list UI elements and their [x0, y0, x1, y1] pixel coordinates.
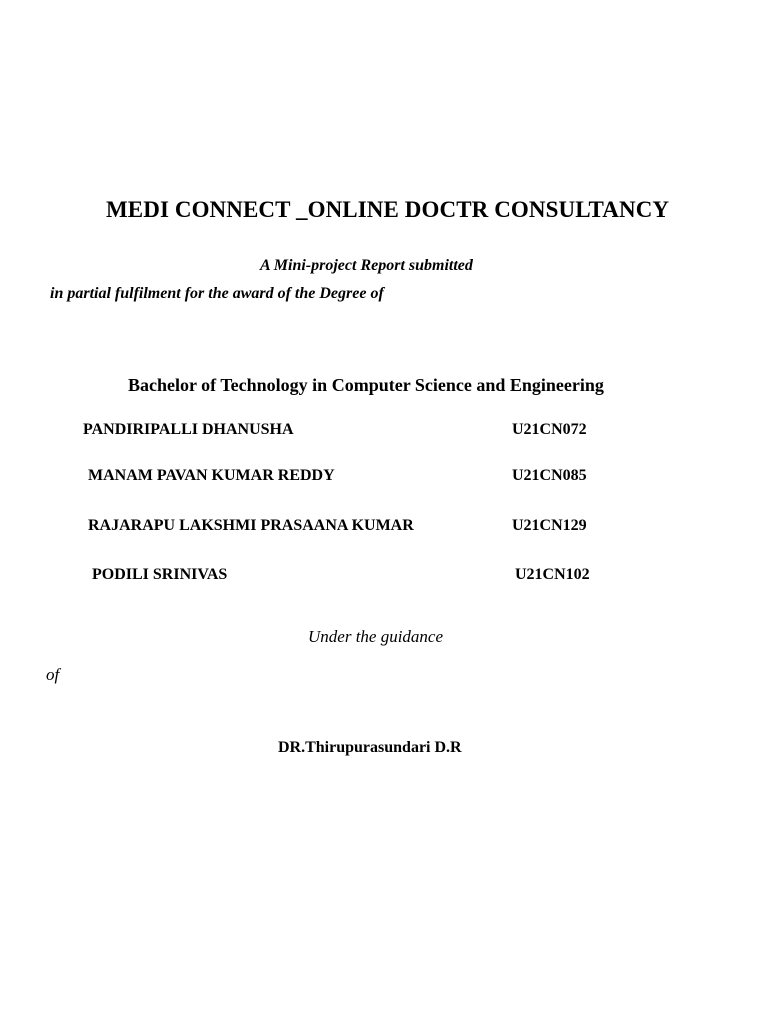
- report-subtitle-line2: in partial fulfilment for the award of the Degree of: [50, 285, 384, 302]
- student-name: RAJARAPU LAKSHMI PRASAANA KUMAR: [88, 517, 414, 534]
- degree-name: Bachelor of Technology in Computer Science and Engineering: [128, 375, 604, 395]
- report-subtitle-line1: A Mini-project Report submitted: [260, 257, 473, 274]
- student-name: PODILI SRINIVAS: [92, 566, 228, 583]
- student-id: U21CN129: [512, 517, 587, 534]
- student-id: U21CN102: [515, 566, 590, 583]
- guide-name: DR.Thirupurasundari D.R: [278, 739, 462, 756]
- student-id: U21CN085: [512, 467, 587, 484]
- report-title: MEDI CONNECT _ONLINE DOCTR CONSULTANCY: [106, 197, 670, 222]
- student-id: U21CN072: [512, 421, 587, 438]
- guidance-of-label: of: [46, 665, 60, 684]
- guidance-label: Under the guidance: [308, 627, 444, 646]
- student-name: MANAM PAVAN KUMAR REDDY: [88, 467, 335, 484]
- student-name: PANDIRIPALLI DHANUSHA: [83, 421, 294, 438]
